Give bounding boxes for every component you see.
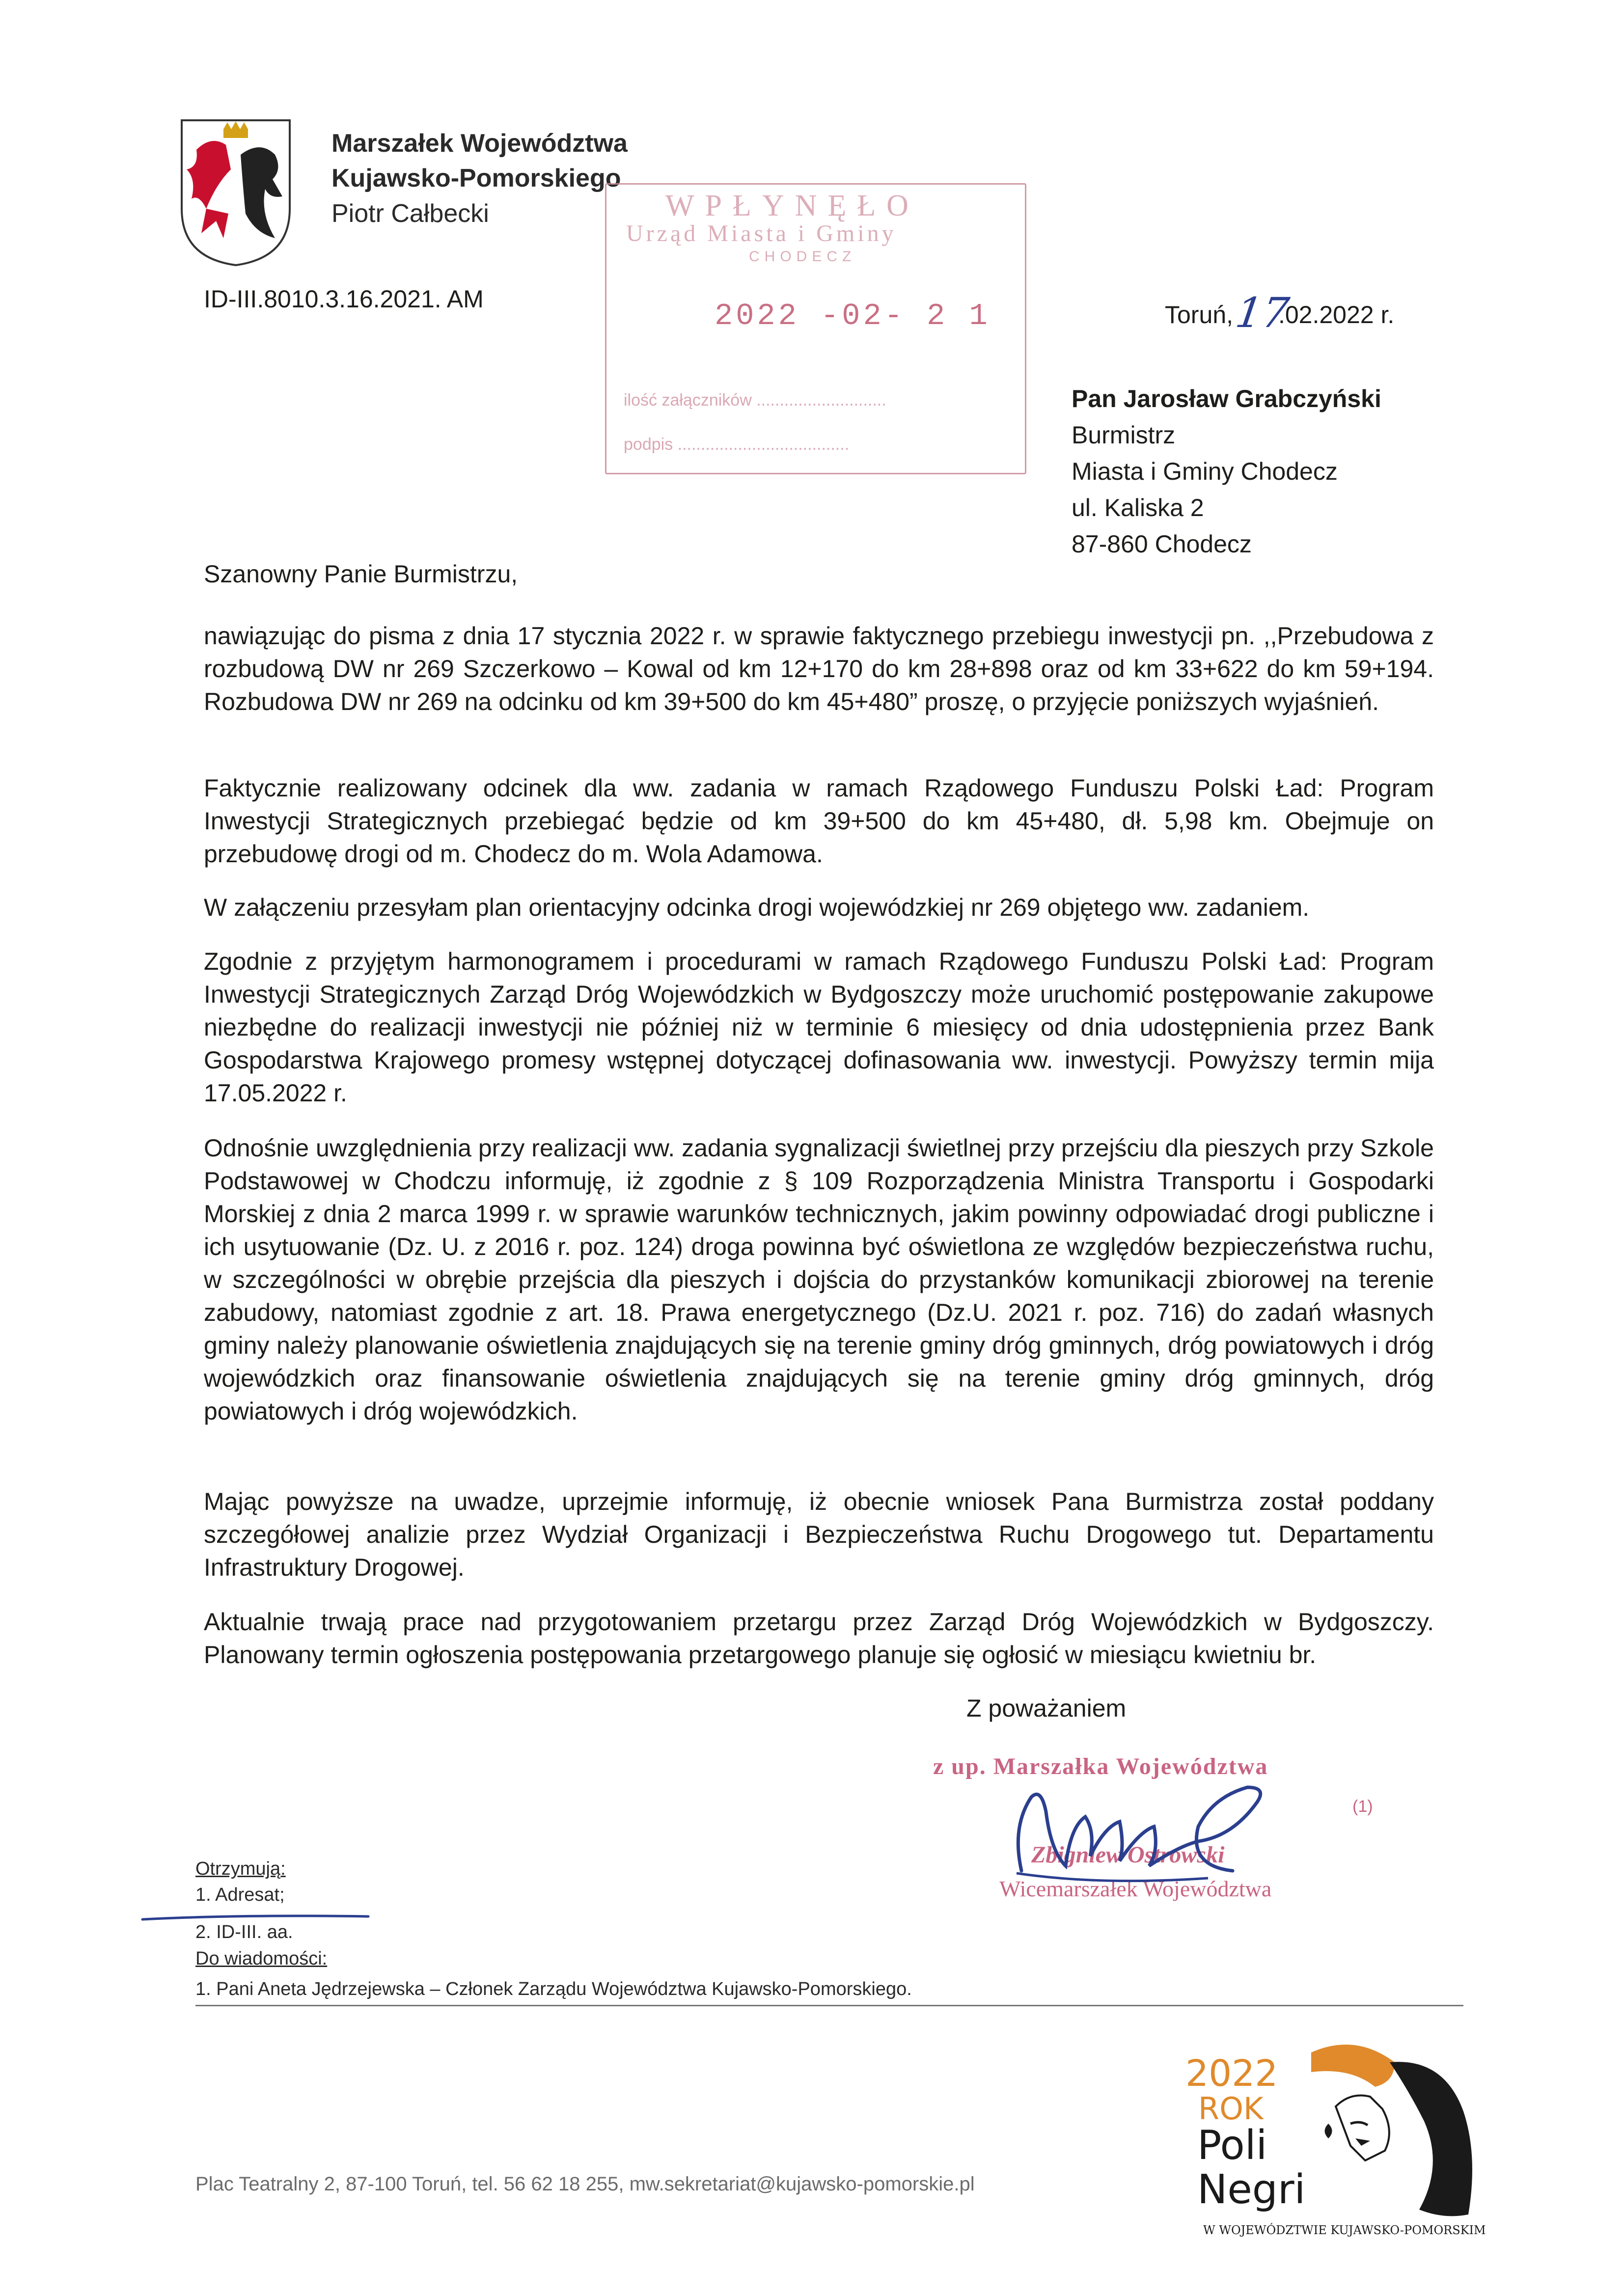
- addressee-name: Pan Jarosław Grabczyński: [1072, 385, 1381, 412]
- official-name: Piotr Całbecki: [331, 199, 489, 228]
- coat-of-arms-logo: [177, 115, 295, 268]
- date-day-handwritten: 17: [1233, 289, 1292, 337]
- addressee-city: 87-860 Chodecz: [1072, 530, 1252, 558]
- paragraph-3: W załączeniu przesyłam plan orientacyjny odcinka drogi wojewódzkiej nr 269 objętego ww. zadaniem.: [204, 894, 1310, 921]
- paragraph-5: Odnośnie uwzględnienia przy realizacji ww. zadania sygnalizacji świetlnej przy przejściu dla pieszych przy Szkole Podstawowej w Chodczu informuję, iż zgodnie z § 109 Rozporządzenia Ministra Transportu i Gospodarki Morskiej z dnia 2 marca 1999 r. w sprawie warunków technicznych, jakim powinny odpowiadać drogi publiczne i ich usytuowanie (Dz. U. z 2016 r. poz. 124) droga powinna być oświetlona ze względów bezpieczeństwa ruchu, w szczególności w obrębie przejścia dla pieszych i dojścia do przystanków komunikacji zbiorowej na terenie zabudowy, natomiast zgodnie z art. 18. Prawa energetycznego (Dz.U. 2021 r. poz. 716) do zadań własnych gminy należy planowanie oświetlenia znajdujących się na terenie gminy dróg gminnych, dróg powiatowych i dróg wojewódzkich oraz finansowanie oświetlenia znajdujących się na terenie gminy dróg gminnych, dróg powiatowych i dróg wojewódzkich.: [204, 1134, 1434, 1425]
- salutation: Szanowny Panie Burmistrzu,: [204, 560, 518, 588]
- paragraph-7: Aktualnie trwają prace nad przygotowaniem przetargu przez Zarząd Dróg Wojewódzkich w Bydgoszczy. Planowany termin ogłoszenia postępowania przetargowego planuje się ogłosić w miesiącu kwietniu br.: [204, 1608, 1434, 1668]
- stamp-date: 2022 -02- 2 1: [715, 299, 991, 333]
- logo-tagline: W WOJEWÓDZTWIE KUJAWSKO-POMORSKIM: [1203, 2223, 1486, 2237]
- office-title-line1: Marszałek Województwa: [331, 129, 628, 158]
- cc-heading: Do wiadomości:: [195, 1948, 328, 1969]
- signature-stamp-role: Wicemarszałek Województwa: [999, 1876, 1272, 1901]
- stamp-attachments-line: ilość załączników ............................: [624, 391, 886, 410]
- footer-divider: [195, 2005, 1463, 2006]
- logo-poli: Poli: [1197, 2122, 1267, 2169]
- logo-negri: Negri: [1197, 2166, 1306, 2213]
- signature-stamp-name: Zbigniew Ostrowski: [1031, 1842, 1225, 1868]
- recipient-item: 1. Adresat;: [195, 1885, 285, 1905]
- addressee-role: Burmistrz: [1072, 421, 1176, 449]
- paragraph-2: Faktycznie realizowany odcinek dla ww. zadania w ramach Rządowego Funduszu Polski Ład: Program Inwestycji Strategicznych przebiegać będzie od km 39+500 do km 45+480, dł. 5,98 km. Obejmuje on przebudowę drogi od m. Chodecz do m. Wola Adamowa.: [204, 774, 1434, 868]
- stamp-town: CHODECZ: [749, 248, 856, 265]
- received-stamp: [605, 183, 1026, 474]
- date-suffix: .02.2022 r.: [1278, 301, 1395, 328]
- stamp-office-name: Urząd Miasta i Gminy: [626, 220, 897, 246]
- stamp-signature-line: podpis .....................................: [624, 435, 850, 454]
- addressee-street: ul. Kaliska 2: [1072, 494, 1204, 521]
- footer-contact-address: Plac Teatralny 2, 87-100 Toruń, tel. 56 62 18 255, mw.sekretariat@kujawsko-pomorskie.pl: [195, 2173, 975, 2195]
- closing-regards: Z poważaniem: [966, 1695, 1127, 1722]
- recipient-item: 2. ID-III. aa.: [195, 1922, 293, 1942]
- stamp-received-label: WPŁYNĘŁO: [665, 189, 919, 222]
- signature-stamp-authority: z up. Marszałka Województwa: [933, 1753, 1268, 1779]
- paragraph-1: nawiązując do pisma z dnia 17 stycznia 2022 r. w sprawie faktycznego przebiegu inwestycji pn. ,,Przebudowa z rozbudową DW nr 269 Szczerkowo – Kowal od km 12+170 do km 28+898 oraz od km 33+622 do km 59+194. Rozbudowa DW nr 269 na odcinku od km 39+500 do km 45+480” proszę, o przyjęcie poniższych wyjaśnień.: [204, 622, 1434, 715]
- logo-year: 2022: [1185, 2052, 1278, 2095]
- letter-date: [1165, 285, 1395, 337]
- office-title-line2: Kujawsko-Pomorskiego: [331, 164, 621, 192]
- pen-underline-mark: [140, 1913, 371, 1922]
- rok-poli-negri-logo: [1185, 2038, 1503, 2256]
- addressee-office: Miasta i Gminy Chodecz: [1072, 458, 1338, 485]
- paragraph-6: Mając powyższe na uwadze, uprzejmie informuję, iż obecnie wniosek Pana Burmistrza został poddany szczegółowej analizie przez Wydział Organizacji i Bezpieczeństwa Ruchu Drogowego tut. Departamentu Infrastruktury Drogowej.: [204, 1488, 1434, 1581]
- recipients-heading: Otrzymują:: [195, 1859, 286, 1879]
- cc-item: 1. Pani Aneta Jędrzejewska – Członek Zarządu Województwa Kujawsko-Pomorskiego.: [195, 1979, 912, 1999]
- paragraph-4: Zgodnie z przyjętym harmonogramem i procedurami w ramach Rządowego Funduszu Polski Ład: Program Inwestycji Strategicznych Zarząd Dróg Wojewódzkich w Bydgoszczy może uruchomić postępowanie zakupowe niezbędne do realizacji inwestycji nie później niż w terminie 6 miesięcy od dnia udostępnienia przez Bank Gospodarstwa Krajowego promesy wstępnej dotyczącej dofinasowania ww. inwestycji. Powyższy termin mija 17.05.2022 r.: [204, 948, 1434, 1107]
- handwritten-signature: [1002, 1768, 1277, 1895]
- reference-number: ID-III.8010.3.16.2021. AM: [204, 285, 484, 313]
- signature-stamp-number: (1): [1352, 1797, 1373, 1816]
- logo-rok: ROK: [1198, 2091, 1264, 2127]
- addressee-block: [1072, 381, 1381, 562]
- date-prefix: Toruń,: [1165, 301, 1233, 328]
